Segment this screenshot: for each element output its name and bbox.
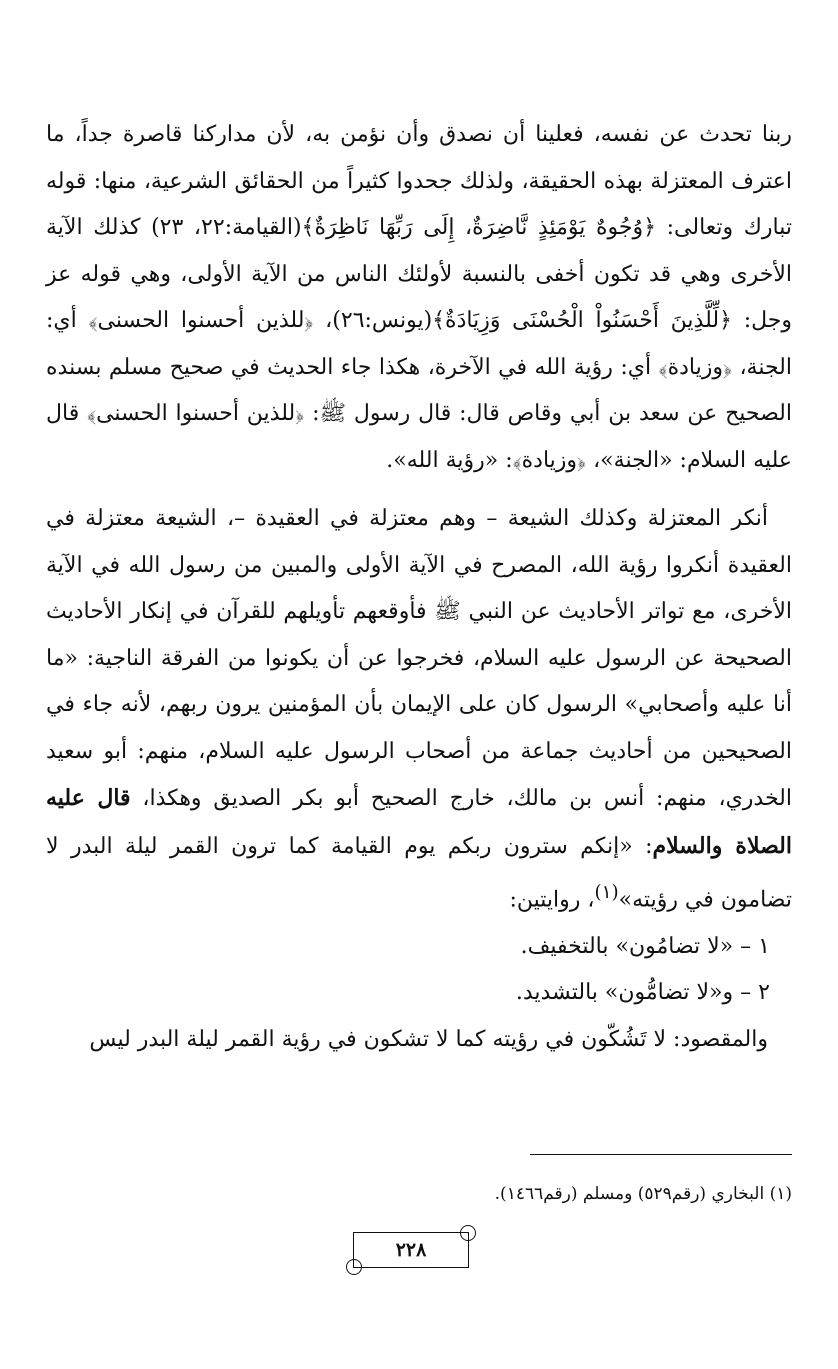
paragraph-2-bold: قال عليه الصلاة والسلام xyxy=(46,785,792,859)
paragraph-2 xyxy=(46,496,792,924)
footnote-divider xyxy=(530,1154,792,1155)
page-number: ٢٢٨ xyxy=(395,1239,427,1261)
closing-paragraph: والمقصود: لا تَشُكّون في رؤيته كما لا تشكون في رؤية القمر ليلة البدر ليس xyxy=(89,1026,768,1052)
paragraph-2-end: ، روايتين: xyxy=(509,887,595,913)
list-item: ١ – «لا تضامُون» بالتخفيف. xyxy=(520,933,770,959)
paragraph-2-text: أنكر المعتزلة وكذلك الشيعة – وهم معتزلة في العقيدة –، الشيعة معتزلة في العقيدة أنكروا رؤية الله، المصرح في الآية الأولى والمبين من رسول الله في الآية الأخرى، مع تواتر الأحاديث عن النبي ﷺ فأوقعهم تأويلهم للقرآن في إنكار الأحاديث الصحيحة عن الرسول عليه السلام، فخرجوا عن أن يكونوا من الفرقة الناجية: «ما أنا عليه وأصحابي» الرسول كان على الإيمان بأن المؤمنين يرون ربهم، لأنه جاء في الصحيحين من أحاديث جماعة من أصحاب الرسول عليه السلام، منهم: أبو سعيد الخدري، منهم: أنس بن مالك، خارج الصحيح أبو بكر الصديق وهكذا، xyxy=(46,506,792,811)
list-item: ٢ – و«لا تضامُّون» بالتشديد. xyxy=(515,980,770,1006)
paragraph-gap xyxy=(46,484,792,496)
paragraph-2-quote: : «إنكم سترون ربكم يوم القيامة كما ترون القمر ليلة البدر لا تضامون في رؤيته» xyxy=(46,833,792,913)
page-number-frame xyxy=(353,1232,469,1268)
body-text xyxy=(46,112,792,1063)
footnote: (١) البخاري (رقم٥٢٩) ومسلم (رقم١٤٦٦). xyxy=(494,1184,792,1204)
paragraph-1: ربنا تحدث عن نفسه، فعلينا أن نصدق وأن نؤمن به، لأن مداركنا قاصرة جداً، ما اعترف المعتزلة بهذه الحقيقة، ولذلك جحدوا كثيراً من الحقائق الشرعية، منها: قوله تبارك وتعالى: ﴿وُجُوهٌ يَوْمَئِذٍ نَّاضِرَةٌ، إِلَى رَبِّهَا نَاظِرَةٌ﴾(القيامة:٢٢، ٢٣) كذلك الآية الأخرى وهي قد تكون أخفى بالنسبة لأولئك الناس من الآية الأولى، وهي قوله عز وجل: ﴿لِّلَّذِينَ أَحْسَنُواْ الْحُسْنَى وَزِيَادَةٌ﴾(يونس:٢٦)، ﴿للذين أحسنوا الحسنى﴾ أي: الجنة، ﴿وزيادة﴾ أي: رؤية الله في الآخرة، هكذا جاء الحديث في صحيح مسلم بسنده الصحيح عن سعد بن أبي وقاص قال: قال رسول ﷺ: ﴿للذين أحسنوا الحسنى﴾ قال عليه السلام: «الجنة»، ﴿وزيادة﴾: «رؤية الله». xyxy=(46,122,793,473)
footnote-marker: (١) xyxy=(594,882,619,903)
